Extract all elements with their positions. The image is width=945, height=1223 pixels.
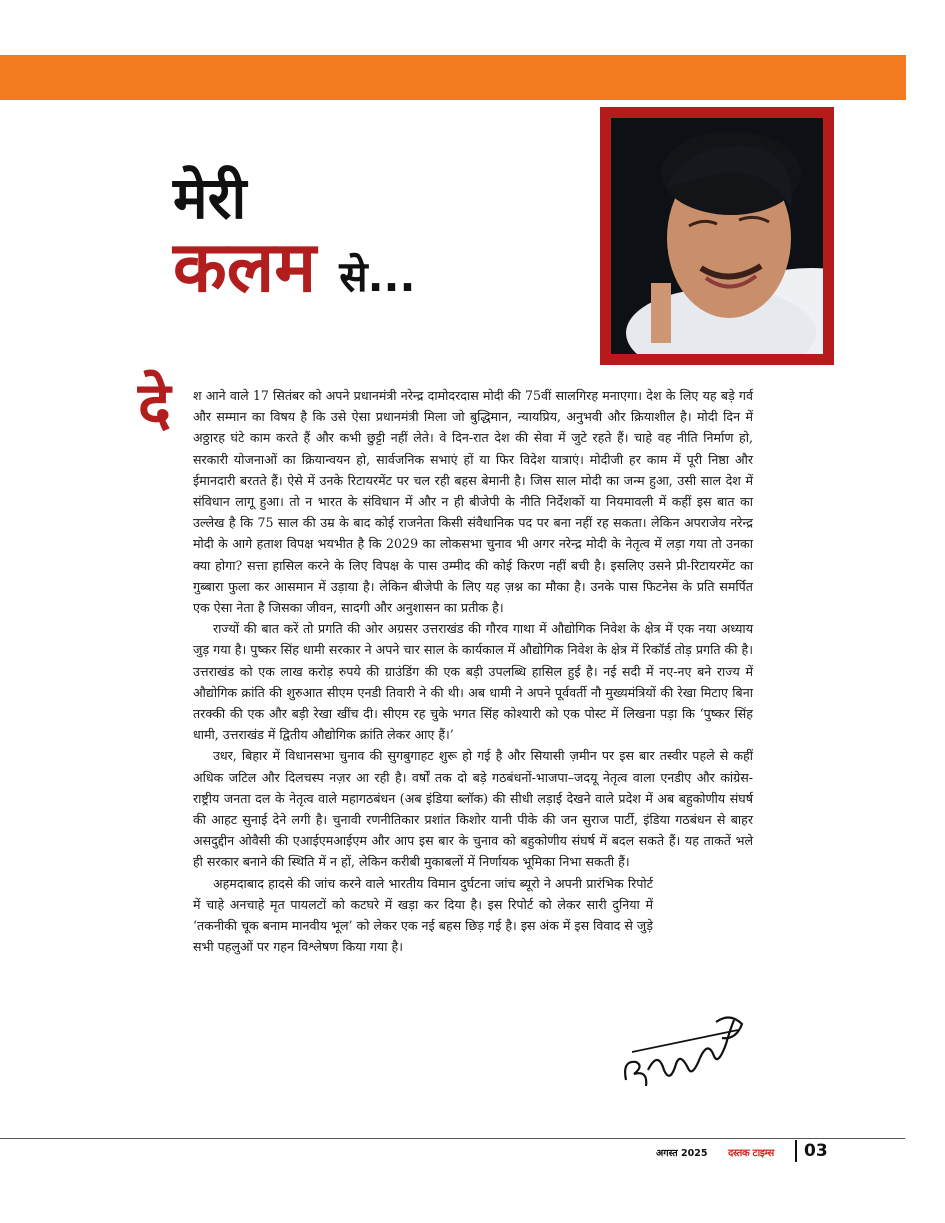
drop-cap: दे bbox=[138, 368, 171, 441]
heading-line2 bbox=[173, 226, 416, 308]
heading-meri: मेरी bbox=[173, 164, 247, 232]
heading-kalam: कलम bbox=[173, 226, 317, 308]
column-heading bbox=[173, 164, 416, 308]
footer-rule bbox=[0, 1138, 905, 1139]
author-photo bbox=[611, 118, 823, 354]
paragraph: राज्यों की बात करें तो प्रगति की ओर अग्रसर उत्तराखंड की गौरव गाथा में औद्योगिक निवेश के क्षेत्र में एक नया अध्याय जुड़ गया है। पुष्कर सिंह धामी सरकार ने अपने चार साल के कार्यकाल में औद्योगिक निवेश के क्षेत्र में रिकॉर्ड तोड़ प्रगति की है। उत्तराखंड को एक लाख करोड़ रुपये की ग्राउंडिंग की एक बड़ी उपलब्धि हासिल हुई है। नई सदी में नए-नए बने राज्य में औद्योगिक क्रांति की शुरुआत सीएम एनडी तिवारी ने की थी। अब धामी ने अपने पूर्ववर्ती नौ मुख्यमंत्रियों की रेखा मिटाए बिना तरक्की की एक और बड़ी रेखा खींच दी। सीएम रह चुके भगत सिंह कोश्यारी को एक पोस्ट में लिखना पड़ा कि ‘पुष्कर सिंह धामी, उत्तराखंड में द्वितीय औद्योगिक क्रांति लेकर आए हैं।’ bbox=[193, 621, 753, 743]
footer-separator bbox=[795, 1140, 797, 1162]
paragraph: श आने वाले 17 सितंबर को अपने प्रधानमंत्री नरेन्द्र दामोदरदास मोदी की 75वीं सालगिरह मनाएगा। देश के लिए यह बड़े गर्व और सम्मान का विषय है कि उसे ऐसा प्रधानमंत्री मिला जो बुद्धिमान, न्यायप्रिय, अनुभवी और क्रियाशील है। मोदी दिन में अठ्ठारह घंटे काम करते हैं और कभी छुट्टी नहीं लेते। वे दिन-रात देश की सेवा में जुटे रहते हैं। चाहे वह नीति निर्माण हो, सरकारी योजनाओं का क्रियान्वयन हो, सार्वजनिक सभाएं हों या फिर विदेश यात्राएं। मोदीजी हर काम में पूरी निष्ठा और ईमानदारी बरतते हैं। ऐसे में उनके रिटायरमेंट पर चल रही बहस बेमानी है। जिस साल मोदी का जन्म हुआ, उसी साल देश में संविधान लागू हुआ। तो न भारत के संविधान में और न ही बीजेपी के नीति निर्देशकों या नियमावली में कहीं इस बात का उल्लेख है कि 75 साल की उम्र के बाद कोई राजनेता किसी संवैधानिक पद पर बना नहीं रह सकता। लेकिन अपराजेय नरेन्द्र मोदी के आगे हताश विपक्ष भयभीत है कि 2029 का लोकसभा चुनाव भी अगर नरेन्द्र मोदी के नेतृत्व में लड़ा गया तो उनका क्या होगा? सत्ता हासिल करने के लिए विपक्ष के पास उम्मीद की कोई किरण नहीं बची है। इसलिए उसने प्री-रिटायरमेंट का गुब्बारा फुला कर आसमान में उड़ाया है। लेकिन बीजेपी के लिए यह ज़श्न का मौका है। उनके पास फिटनेस के प्रति समर्पित एक ऐसा नेता है जिसका जीवन, सादगी और अनुशासन का प्रतीक है। bbox=[193, 388, 753, 616]
heading-se: से... bbox=[339, 252, 416, 301]
paragraph: उधर, बिहार में विधानसभा चुनाव की सुगबुगाहट शुरू हो गई है और सियासी ज़मीन पर इस बार तस्वीर पहले से कहीं अधिक जटिल और दिलचस्प नज़र आ रही है। वर्षों तक दो बड़े गठबंधनों-भाजपा–जदयू नेतृत्व वाला एनडीए और कांग्रेस-राष्ट्रीय जनता दल के नेतृत्व वाले महागठबंधन (अब इंडिया ब्लॉक) की सीधी लड़ाई देखने वाले प्रदेश में अब बहुकोणीय संघर्ष की आहट सुनाई देने लगी है। चुनावी रणनीतिकार प्रशांत किशोर यानी पीके की जन सुराज पार्टी, इंडिया गठबंधन से बाहर असदुद्दीन ओवैसी की एआईएमआईएम और आप इस बार के चुनाव को बहुकोणीय संघर्ष में बदल सकते हैं। यह ताकतें भले ही सरकार बनाने की स्थिति में न हों, लेकिन करीबी मुकाबलों में निर्णायक भूमिका निभा सकती हैं। bbox=[193, 748, 753, 870]
author-photo-frame bbox=[600, 107, 834, 365]
magazine-logo: दस्तक टाइम्स bbox=[728, 1148, 774, 1159]
page-number: 03 bbox=[804, 1141, 828, 1161]
editorial-body bbox=[193, 385, 753, 957]
issue-date: अगस्त 2025 bbox=[656, 1148, 708, 1159]
editor-signature bbox=[618, 1000, 748, 1095]
page-footer bbox=[600, 1140, 830, 1162]
paragraph: अहमदाबाद हादसे की जांच करने वाले भारतीय विमान दुर्घटना जांच ब्यूरो ने अपनी प्रारंभिक रिपोर्ट में चाहे अनचाहे मृत पायलटों को कटघरे में खड़ा कर दिया है। इस रिपोर्ट को लेकर सारी दुनिया में ‘तकनीकी चूक बनाम मानवीय भूल’ को लेकर एक नई बहस छिड़ गई है। इस अंक में इस विवाद से जुड़े सभी पहलुओं पर गहन विश्लेषण किया गया है। bbox=[193, 875, 653, 955]
top-orange-banner bbox=[0, 55, 906, 100]
